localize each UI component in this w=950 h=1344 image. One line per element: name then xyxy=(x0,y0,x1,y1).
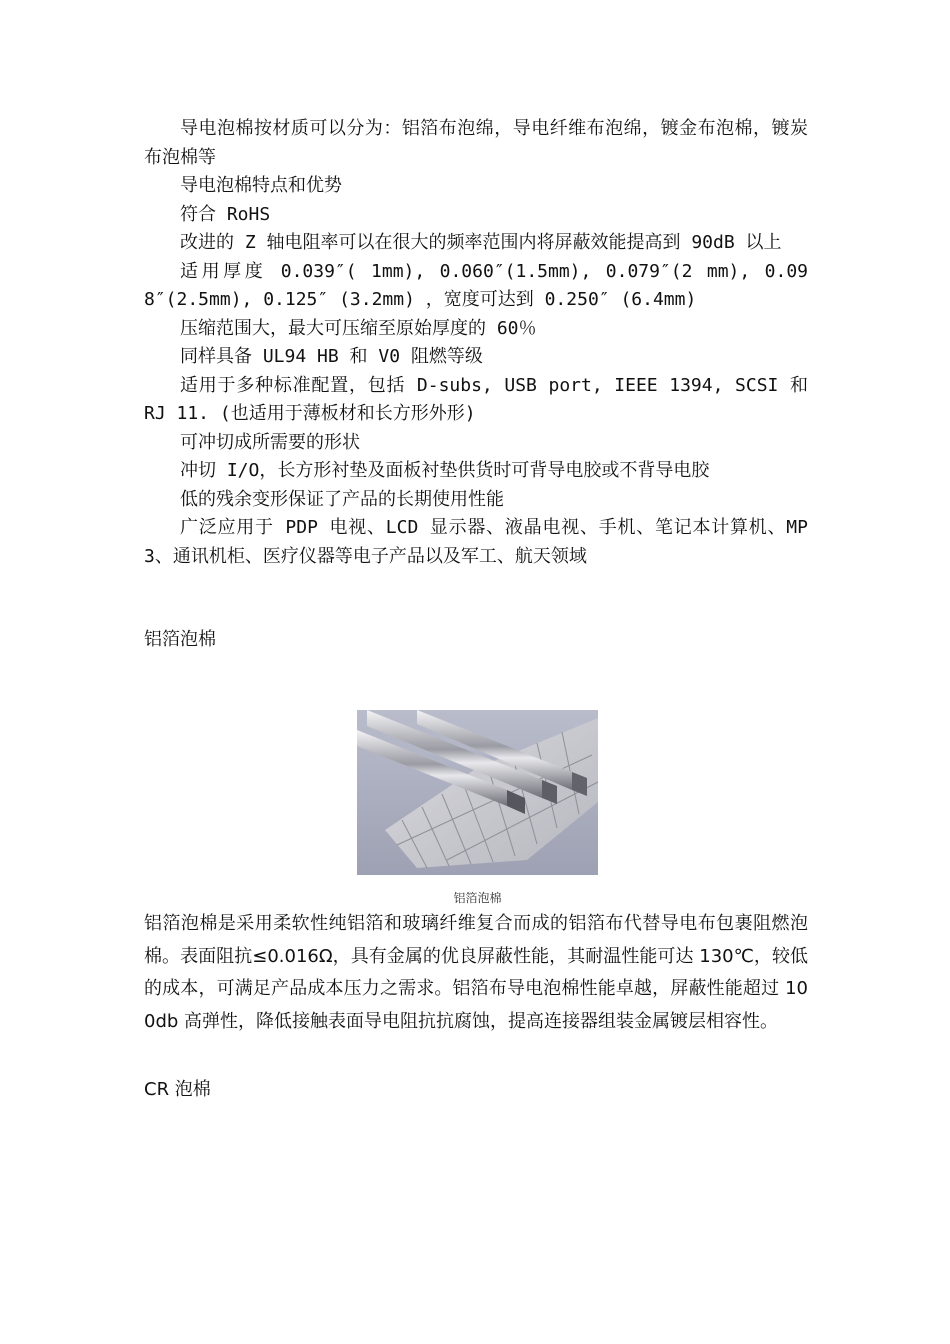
intro-text-block xyxy=(144,115,808,571)
figure-caption: 铝箔泡棉 xyxy=(453,891,502,905)
paragraph-configurations: 适用于多种标准配置，包括 D-subs, USB port, IEEE 1394, SCSI 和 RJ 11. (也适用于薄板材和长方形外形) xyxy=(144,374,808,424)
paragraph-z-axis: 改进的 Z 轴电阻率可以在很大的频率范围内将屏蔽效能提高到 90dB 以上 xyxy=(180,232,782,253)
paragraph-flame-rating: 同样具备 UL94 HB 和 V0 阻燃等级 xyxy=(180,346,483,367)
paragraph-io-gaskets: 冲切 I/O，长方形衬垫及面板衬垫供货时可背导电胶或不背导电胶 xyxy=(180,460,710,481)
paragraph-applications: 广泛应用于 PDP 电视、LCD 显示器、液晶电视、手机、笔记本计算机、MP3、通讯机柜、医疗仪器等电子产品以及军工、航天领域 xyxy=(144,517,808,567)
paragraph-material-types: 导电泡棉按材质可以分为：铝箔布泡绵，导电纤维布泡绵，镀金布泡棉，镀炭布泡棉等 xyxy=(144,118,808,168)
aluminum-foam-description: 铝箔泡棉是采用柔软性纯铝箔和玻璃纤维复合而成的铝箔布代替导电布包裹阻燃泡棉。表面阻抗≤0.016Ω，具有金属的优良屏蔽性能，其耐温性能可达 130℃，较低的成本，可满足产品成本压力之需求。铝箔布导电泡棉性能卓越，屏蔽性能超过 100db 高弹性，降低接触表面导电阻抗抗腐蚀，提高连接器组装金属镀层相容性。 xyxy=(144,913,808,1032)
aluminum-foam-photo xyxy=(357,710,598,875)
section-heading-aluminum-foam: 铝箔泡棉 xyxy=(144,629,216,650)
paragraph-thickness: 适用厚度 0.039″( 1mm), 0.060″(1.5mm), 0.079″(2 mm), 0.098″(2.5mm), 0.125″ (3.2mm) ，宽度可达到 0.250″ (6.4mm) xyxy=(144,260,808,310)
paragraph-features-heading: 导电泡棉特点和优势 xyxy=(180,175,342,196)
paragraph-low-deformation: 低的残余变形保证了产品的长期使用性能 xyxy=(180,488,504,510)
paragraph-die-cut: 可冲切成所需要的形状 xyxy=(180,431,360,453)
paragraph-rohs: 符合 RoHS xyxy=(180,203,271,225)
section-heading-cr-foam: CR 泡棉 xyxy=(144,1079,211,1100)
paragraph-compression: 压缩范围大，最大可压缩至原始厚度的 60％ xyxy=(180,317,537,339)
